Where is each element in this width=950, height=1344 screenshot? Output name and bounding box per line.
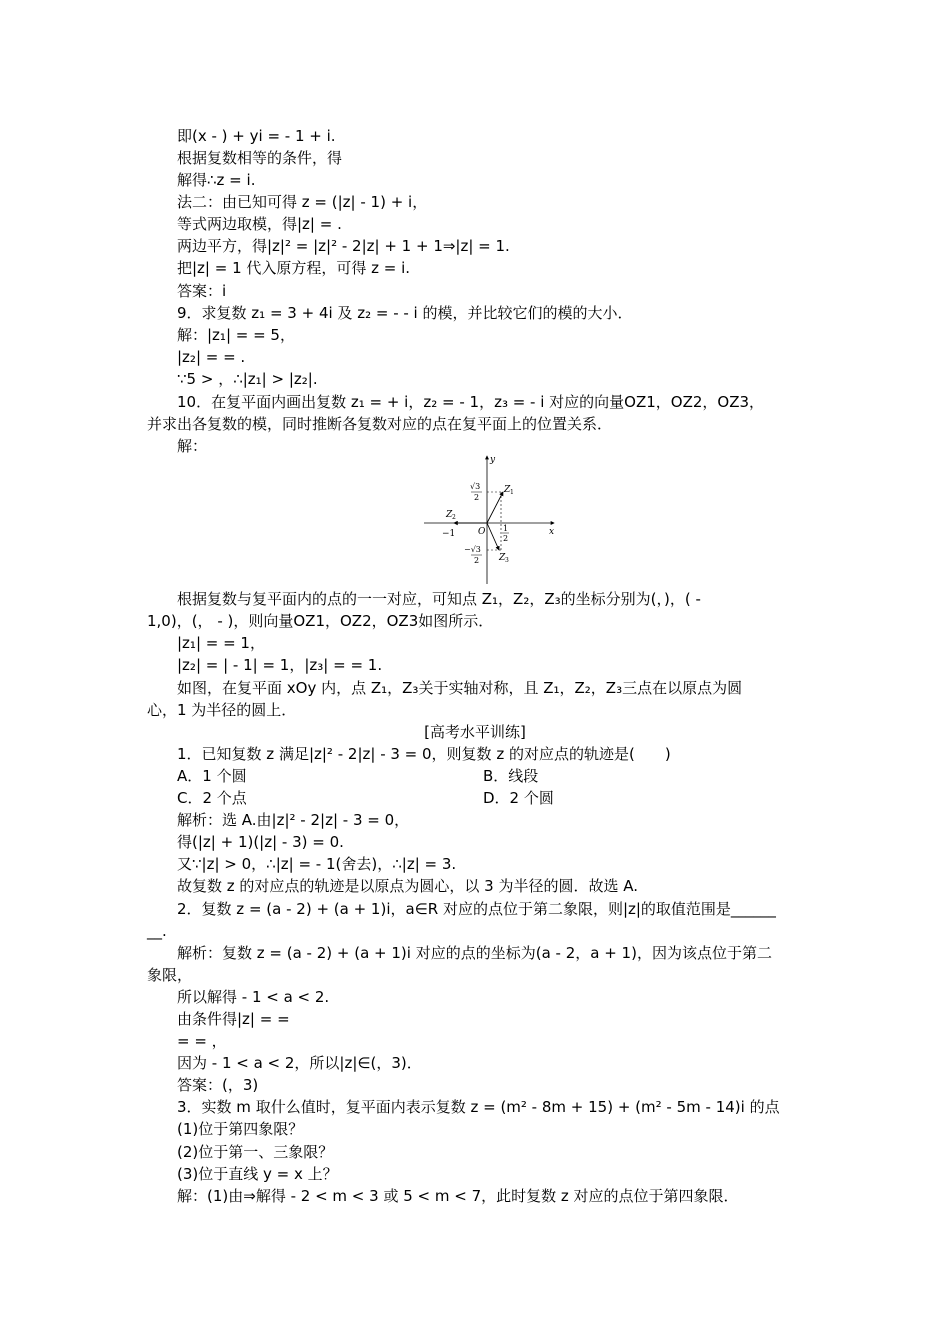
text-line: 象限， (147, 966, 193, 984)
z3-subscript: 3 (505, 557, 509, 564)
z1-subscript: 1 (510, 489, 514, 496)
text-line: 即(x - ) + yi = - 1 + i. (177, 127, 336, 145)
option-d: D．2 个圆 (483, 789, 554, 807)
text-line: 如图，在复平面 xOy 内，点 Z₁，Z₃关于实轴对称，且 Z₁，Z₂，Z₃三点在以原点为圆 (177, 679, 743, 697)
text-line: 根据复数相等的条件，得 (177, 149, 343, 167)
complex-plane-figure (418, 452, 566, 588)
text-line: |z₁| = = 1， (177, 634, 265, 652)
text-line: |z₂| = = . (177, 348, 246, 366)
text-line: 根据复数与复平面内的点的一一对应，可知点 Z₁，Z₂，Z₃的坐标分别为(，)，( - (177, 590, 701, 608)
sqrt3-top-label: √3 (470, 482, 481, 491)
option-c: C．2 个点 (177, 789, 247, 807)
problem-10: 10．在复平面内画出复数 z₁ = + i，z₂ = - 1，z₃ = - i 对应的向量OZ1，OZ2，OZ3， (177, 393, 765, 411)
problem-1: 1．已知复数 z 满足|z|² - 2|z| - 3 = 0，则复数 z 的对应点的轨迹是( ) (177, 745, 671, 763)
text-line: 心，1 为半径的圆上． (147, 701, 297, 719)
text-line: 解：(1)由⇒解得 - 2 < m < 3 或 5 < m < 7，此时复数 z 对应的点位于第四象限． (177, 1187, 739, 1205)
answer-line: 答案：i (177, 282, 227, 300)
text-line: 所以解得 - 1 < a < 2. (177, 988, 330, 1006)
text-line: 法二：由已知可得 z = (|z| - 1) + i， (177, 193, 428, 211)
problem-2: 2．复数 z = (a - 2) + (a + 1)i，a∈R 对应的点位于第二象限，则|z|的取值范围是______ (177, 900, 776, 918)
text-line: 得(|z| + 1)(|z| - 3) = 0. (177, 833, 344, 851)
origin-label: O (478, 527, 486, 537)
y-axis-label: y (490, 455, 496, 465)
z2-label: Z (446, 510, 453, 520)
vector-oz3 (487, 523, 499, 550)
z1-label: Z (504, 485, 511, 495)
text-line: 把|z| = 1 代入原方程，可得 z = i. (177, 259, 411, 277)
text-line: (1)位于第四象限？ (177, 1120, 304, 1138)
half-denominator: 2 (503, 534, 509, 543)
two-top-label: 2 (474, 493, 480, 502)
text-line: 两边平方，得|z|² = |z|² - 2|z| + 1 + 1⇒|z| = 1. (177, 237, 510, 255)
neg-sqrt3-label: −√3 (464, 545, 481, 554)
text-line: 1,0)，(， - )，则向量OZ1，OZ2，OZ3如图所示． (147, 612, 494, 630)
text-line: __. (147, 922, 167, 940)
text-line: 解得∴z = i. (177, 171, 256, 189)
z2-subscript: 2 (452, 514, 456, 521)
half-numerator: 1 (503, 524, 509, 533)
text-line: (2)位于第一、三象限？ (177, 1143, 334, 1161)
text-line: 因为 - 1 < a < 2，所以|z|∈(，3)． (177, 1054, 422, 1072)
text-line: 由条件得|z| = = (177, 1010, 290, 1028)
text-line: 故复数 z 的对应点的轨迹是以原点为圆心，以 3 为半径的圆．故选 A. (177, 877, 639, 895)
x-axis-label: x (549, 527, 555, 537)
text-line: 并求出各复数的模，同时推断各复数对应的点在复平面上的位置关系． (147, 415, 613, 433)
text-line: 解析：复数 z = (a - 2) + (a + 1)i 对应的点的坐标为(a - 2，a + 1)，因为该点位于第二 (177, 944, 772, 962)
option-b: B．线段 (483, 767, 539, 785)
text-line: ∵5 > ，∴|z₁| > |z₂|. (177, 370, 318, 388)
text-line: (3)位于直线 y = x 上？ (177, 1165, 338, 1183)
text-line: |z₂| = | - 1| = 1，|z₃| = = 1. (177, 656, 383, 674)
text-line: 解： (177, 437, 208, 455)
problem-3: 3．实数 m 取什么值时，复平面内表示复数 z = (m² - 8m + 15) + (m² - 5m - 14)i 的点 (177, 1098, 780, 1116)
answer-line: 答案：(，3) (177, 1076, 259, 1094)
text-line: 解析：选 A.由|z|² - 2|z| - 3 = 0， (177, 811, 410, 829)
text-line: 解：|z₁| = = 5， (177, 326, 295, 344)
two-bottom-label: 2 (474, 556, 480, 565)
vector-oz1 (487, 492, 503, 523)
problem-9: 9．求复数 z₁ = 3 + 4i 及 z₂ = - - i 的模，并比较它们的模的大小． (177, 304, 633, 322)
text-line: 又∵|z| > 0，∴|z| = - 1(舍去)，∴|z| = 3. (177, 855, 457, 873)
z3-label: Z (499, 553, 506, 563)
text-line: 等式两边取模，得|z| = . (177, 215, 342, 233)
section-heading: [高考水平训练] (424, 723, 526, 741)
option-a: A．1 个圆 (177, 767, 247, 785)
text-line: = = ， (177, 1032, 227, 1050)
neg-one-label: −1 (442, 529, 456, 539)
